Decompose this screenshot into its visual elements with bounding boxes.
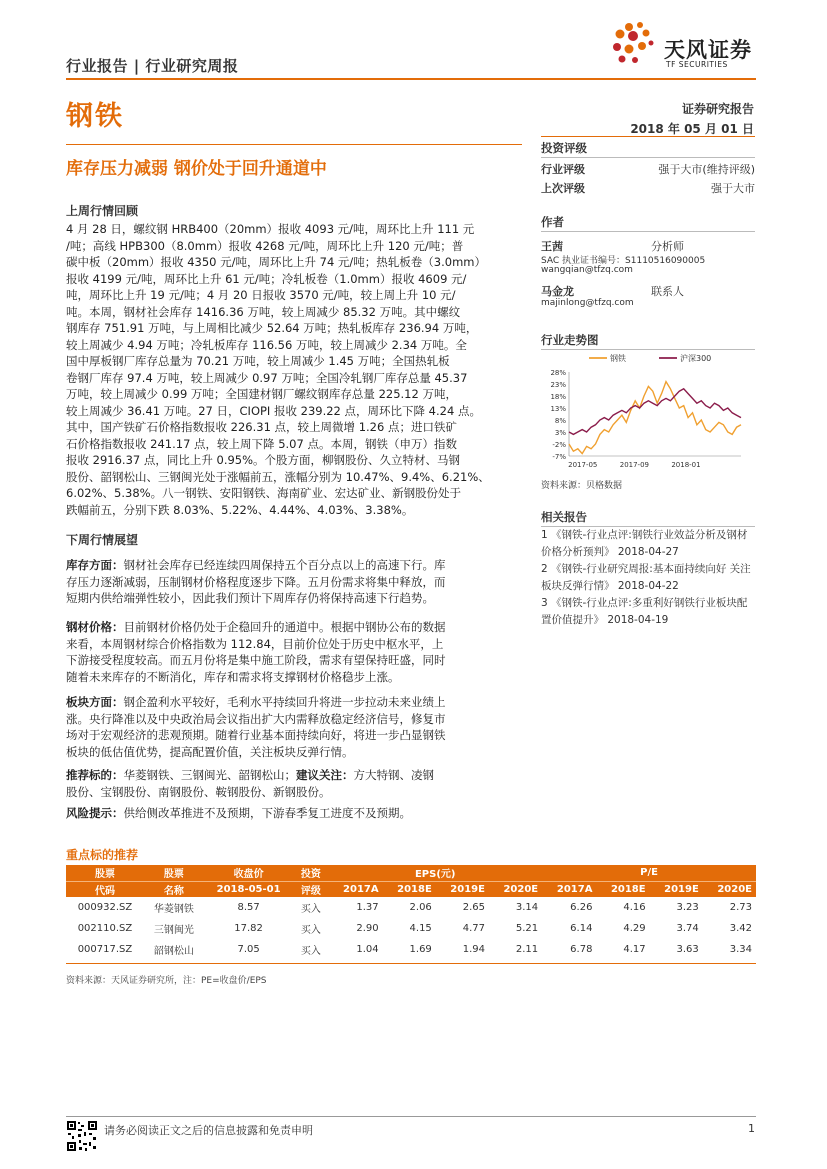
report-title: 库存压力减弱 钢价处于回升通道中 (66, 159, 327, 179)
sector-line: 钢企盈利水平较好，毛利水平持续回升将进一步拉动未来业绩上 (123, 695, 446, 709)
recommend-line2: 股份、宝钢股份、南钢股份、鞍钢股份、新钢股份。 (66, 784, 331, 799)
rating-heading: 投资评级 (541, 141, 587, 155)
footer-disclaimer[interactable]: 请务必阅读正文之后的信息披露和免责申明 (104, 1124, 313, 1137)
table-cell: 4.17 (623, 944, 646, 955)
y-tick-label: -2% (552, 441, 566, 449)
related-item[interactable]: 2 《钢铁-行业研究周报:基本面持续向好 关注板块反弹行情》 2018-04-22 (541, 563, 751, 592)
author-1-role: 分析师 (651, 240, 684, 253)
table-cell: 2.06 (409, 902, 432, 913)
th-sub: 2018-05-01 (204, 881, 294, 897)
x-tick-label: 2017-05 (568, 461, 598, 469)
table-row (66, 897, 756, 918)
sector-line: 涨。央行降准以及中央政治局会议指出扩大内需释放稳定经济信号，修复市 (66, 711, 446, 726)
qr-code-icon (66, 1120, 98, 1152)
sector-line: 场对于宏观经济的悲观预期。随着行业基本面持续向好，将进一步凸显钢铁 (66, 728, 446, 742)
industry-title: 钢铁 (66, 101, 124, 132)
recommend-paragraph (66, 767, 522, 800)
risk-lead: 风险提示： (66, 806, 124, 820)
review-line: 较上周减少 4.94 万吨；冷轧板库存 116.56 万吨，较上周减少 2.34 万吨。全 (66, 337, 467, 352)
inventory-line: 存压力逐渐减弱，压制钢材价格程度逐步下降。五月份需求将集中释放，而 (66, 574, 446, 589)
review-line: 报收 2916.37 点，同比上升 0.95%。个股方面，柳钢股份、久立特材、马钢 (66, 453, 461, 467)
table-cell: 3.23 (676, 902, 699, 913)
rating-value: 强于大市(维持评级) (658, 163, 755, 176)
review-line: 报收 4199 元/吨，周环比上升 61 元/吨；冷轧板卷（1.0mm）报收 4609 元/ (66, 271, 467, 286)
review-line: 卷钢厂库存 97.4 万吨，较上周减少 0.97 万吨；全国冷轧钢厂库存总量 45.37 (66, 370, 468, 385)
series-line-steel (569, 382, 741, 454)
review-line: /吨；高线 HPB300（8.0mm）报收 4268 元/吨，周环比上升 120 元/吨；普 (66, 238, 464, 253)
legend-label: 沪深300 (680, 354, 712, 363)
th-sub: 2018E (596, 881, 649, 897)
report-date: 2018 年 05 月 01 日 (630, 122, 754, 136)
table-cell: 000932.SZ (77, 902, 133, 913)
th-eps: EPS(元) (328, 865, 542, 881)
table-cell: 1.94 (462, 944, 485, 955)
table-cell: 4.16 (623, 902, 646, 913)
table-cell: 1.69 (409, 944, 432, 955)
inventory-line: 短期内供给端弹性较小，因此我们预计下周库存仍将保持高速下行趋势。 (66, 591, 434, 605)
table-cell: 2.73 (729, 902, 752, 913)
inventory-lead: 库存方面： (66, 558, 124, 572)
table-cell: 4.77 (462, 923, 485, 934)
prev-rating-label: 上次评级 (541, 182, 585, 195)
y-tick-label: 8% (554, 417, 566, 425)
rating-divider (541, 157, 755, 158)
table-bottom-line (66, 963, 756, 964)
author-1-cert: SAC 执业证书编号：S1110516090005 (541, 256, 706, 266)
th-sub: 2017A (328, 881, 382, 897)
table-cell: 韶钢松山 (153, 946, 194, 957)
review-line: 较上周减少 36.41 万吨。27 日，CIOPI 报收 239.22 点，周环比下降 4.24 点。 (66, 403, 481, 418)
author-2-name: 马金龙 (541, 285, 574, 298)
y-tick-label: 23% (550, 381, 566, 389)
review-line: 石价格指数报收 241.17 点，较上周下降 5.07 点。本周，钢铁（申万）指数 (66, 436, 457, 451)
table-title: 重点标的推荐 (66, 848, 139, 862)
table-cell: 买入 (300, 925, 321, 936)
table-cell: 4.29 (623, 923, 646, 934)
th-sub: 2018E (383, 881, 436, 897)
price-line: 来看，本周钢材综合价格指数为 112.84，目前价位处于历史中枢水平，上 (66, 636, 444, 651)
related-item[interactable]: 1 《钢铁-行业点评:钢铁行业效益分析及钢材价格分析预判》 2018-04-27 (541, 529, 748, 558)
review-line: 跌幅前五，分别下跌 8.03%、5.22%、4.44%、4.03%、3.38%。 (66, 502, 414, 517)
table-cell: 3.14 (515, 902, 539, 913)
table-cell: 2.90 (356, 923, 379, 934)
table-cell: 3.74 (676, 923, 699, 934)
review-line: 4 月 28 日，螺纹钢 HRB400（20mm）报收 4093 元/吨，周环比上升 111 元 (66, 222, 475, 236)
footer-divider (66, 1116, 756, 1117)
related-heading: 相关报告 (541, 510, 587, 524)
y-tick-label: 28% (550, 369, 566, 377)
table-cell: 7.05 (237, 944, 260, 955)
prev-rating-value: 强于大市 (711, 182, 755, 195)
trend-chart (541, 350, 755, 472)
risk-text: 供给侧改革推进不及预期，下游春季复工进度不及预期。 (123, 806, 411, 820)
review-heading: 上周行情回顾 (66, 204, 139, 218)
page-number: 1 (748, 1122, 755, 1135)
x-tick-label: 2017-09 (619, 461, 649, 469)
review-line: 国中厚板钢厂库存总量为 70.21 万吨，较上周减少 1.45 万吨；全国热轧板 (66, 354, 450, 368)
table-cell: 华菱钢铁 (153, 904, 194, 915)
author-heading: 作者 (541, 215, 564, 229)
author-2-role: 联系人 (651, 285, 684, 298)
review-line: 6.02%、5.38%。八一钢铁、安阳钢铁、海南矿业、宏达矿业、新钢股份处于 (66, 486, 462, 500)
related-item[interactable]: 3 《钢铁-行业点评:多重利好钢铁行业板块配置价值提升》 2018-04-19 (541, 597, 748, 626)
trend-heading: 行业走势图 (541, 333, 599, 347)
table-cell: 6.26 (570, 902, 593, 913)
review-line: 股份、韶钢松山、三钢闽光处于涨幅前五，涨幅分别为 10.47%、9.4%、6.21%、 (66, 469, 490, 484)
table-cell: 买入 (300, 904, 321, 915)
price-lead: 钢材价格： (66, 620, 124, 634)
th-name: 股票 (144, 865, 204, 881)
price-line: 目前钢材价格仍处于企稳回升的通道中。根据中钢协公布的数据 (123, 620, 446, 634)
table-cell: 3.63 (676, 944, 699, 955)
y-tick-label: 3% (554, 429, 566, 437)
sector-line: 板块的低估值优势，提高配置价值，关注板块反弹行情。 (66, 744, 354, 759)
table-row (66, 918, 756, 939)
th-sub: 2019E (650, 881, 703, 897)
outlook-heading: 下周行情展望 (66, 533, 139, 547)
risk-paragraph (66, 805, 522, 822)
legend-label: 钢铁 (610, 354, 626, 363)
table-row (66, 939, 756, 960)
tf-logo-icon (611, 21, 663, 73)
th-rating: 投资 (293, 865, 328, 881)
prev-rating-row (541, 180, 755, 196)
table-cell: 2.65 (462, 902, 485, 913)
review-line: 吨。本周，钢材社会库存 1416.36 万吨，较上周减少 85.32 万吨。其中螺纹 (66, 304, 461, 319)
review-line: 其中，国产铁矿石价格指数报收 226.31 点，较上周微增 1.26 点；进口铁矿 (66, 420, 457, 434)
table-cell: 3.42 (729, 923, 752, 934)
review-line: 吨，周环比上升 19 元/吨；4 月 20 日报收 3570 元/吨，较上周上升 10 元/ (66, 288, 456, 302)
sector-lead: 板块方面： (66, 695, 124, 709)
table-cell: 1.37 (356, 902, 379, 913)
th-pe: P/E (542, 865, 756, 881)
recommend-lead: 推荐标的： (66, 768, 124, 782)
recommend-text: 华菱钢铁、三钢闽光、韶钢松山； (123, 768, 296, 782)
author-2 (541, 283, 755, 299)
author-1 (541, 238, 755, 254)
table-cell: 6.14 (570, 923, 593, 934)
sector-paragraph (66, 694, 522, 760)
review-line: 钢库存 751.91 万吨，与上周相比减少 52.64 万吨；热轧板库存 236.94 万吨， (66, 321, 478, 335)
th-sub: 2017A (542, 881, 596, 897)
sidebar-divider (541, 136, 755, 137)
title-divider (66, 144, 522, 145)
th-sub: 代码 (66, 881, 144, 897)
brand-name-en: TF SECURITIES (666, 60, 728, 69)
author-1-name: 王茜 (541, 240, 563, 253)
price-line: 随着未来库存的不断消化，库存和需求将支撑钢材价格稳步上涨。 (66, 669, 400, 684)
th-sub: 2019E (436, 881, 489, 897)
y-tick-label: 18% (550, 393, 566, 401)
y-tick-label: -7% (552, 453, 566, 461)
inventory-paragraph (66, 557, 522, 607)
author-2-email[interactable]: majinlong@tfzq.com (541, 298, 634, 308)
author-divider (541, 231, 755, 232)
th-sub: 2020E (489, 881, 542, 897)
attention-lead: 建议关注： (296, 768, 354, 782)
brand-name: 天风证券 (664, 38, 752, 62)
inventory-line: 钢材社会库存已经连续四周保持五个百分点以上的高速下行。库 (123, 558, 446, 572)
recommend-table (66, 865, 756, 960)
review-paragraph (66, 221, 522, 518)
price-line: 下游接受程度较高。而五月份将是集中施工阶段，需求有望保持旺盛，同时 (66, 653, 446, 667)
header-divider (66, 78, 756, 80)
trend-source: 资料来源：贝格数据 (541, 481, 623, 491)
th-price: 收盘价 (204, 865, 294, 881)
table-cell: 2.11 (515, 944, 539, 955)
table-cell: 3.34 (729, 944, 752, 955)
th-code: 股票 (66, 865, 144, 881)
table-cell: 买入 (300, 946, 321, 957)
report-type: 证券研究报告 (681, 102, 754, 116)
table-cell: 000717.SZ (77, 944, 133, 955)
author-1-email[interactable]: wangqian@tfzq.com (541, 265, 633, 275)
price-paragraph (66, 619, 522, 685)
rating-label: 行业评级 (541, 163, 585, 176)
review-line: 碳中板（20mm）报收 4350 元/吨，周环比上升 74 元/吨；热轧板卷（3.0mm） (66, 255, 486, 269)
table-cell: 002110.SZ (77, 923, 133, 934)
attention-text: 方大特钢、凌钢 (353, 768, 434, 782)
rating-row (541, 161, 755, 177)
table-cell: 三钢闽光 (153, 925, 194, 936)
table-cell: 4.15 (409, 923, 432, 934)
th-sub: 名称 (144, 881, 204, 897)
table-note: 资料来源：天风证券研究所，注：PE=收盘价/EPS (66, 976, 267, 986)
table-cell: 8.57 (237, 902, 260, 913)
review-line: 万吨，较上周减少 0.99 万吨；全国建材钢厂螺纹钢库存总量 225.12 万吨， (66, 387, 457, 401)
table-cell: 5.21 (515, 923, 539, 934)
th-sub: 2020E (703, 881, 756, 897)
th-sub: 评级 (293, 881, 328, 897)
table-cell: 17.82 (234, 923, 263, 934)
y-tick-label: 13% (550, 405, 566, 413)
x-tick-label: 2018-01 (671, 461, 701, 469)
table-cell: 6.78 (570, 944, 593, 955)
table-cell: 1.04 (356, 944, 379, 955)
report-category: 行业报告 | 行业研究周报 (66, 57, 239, 75)
